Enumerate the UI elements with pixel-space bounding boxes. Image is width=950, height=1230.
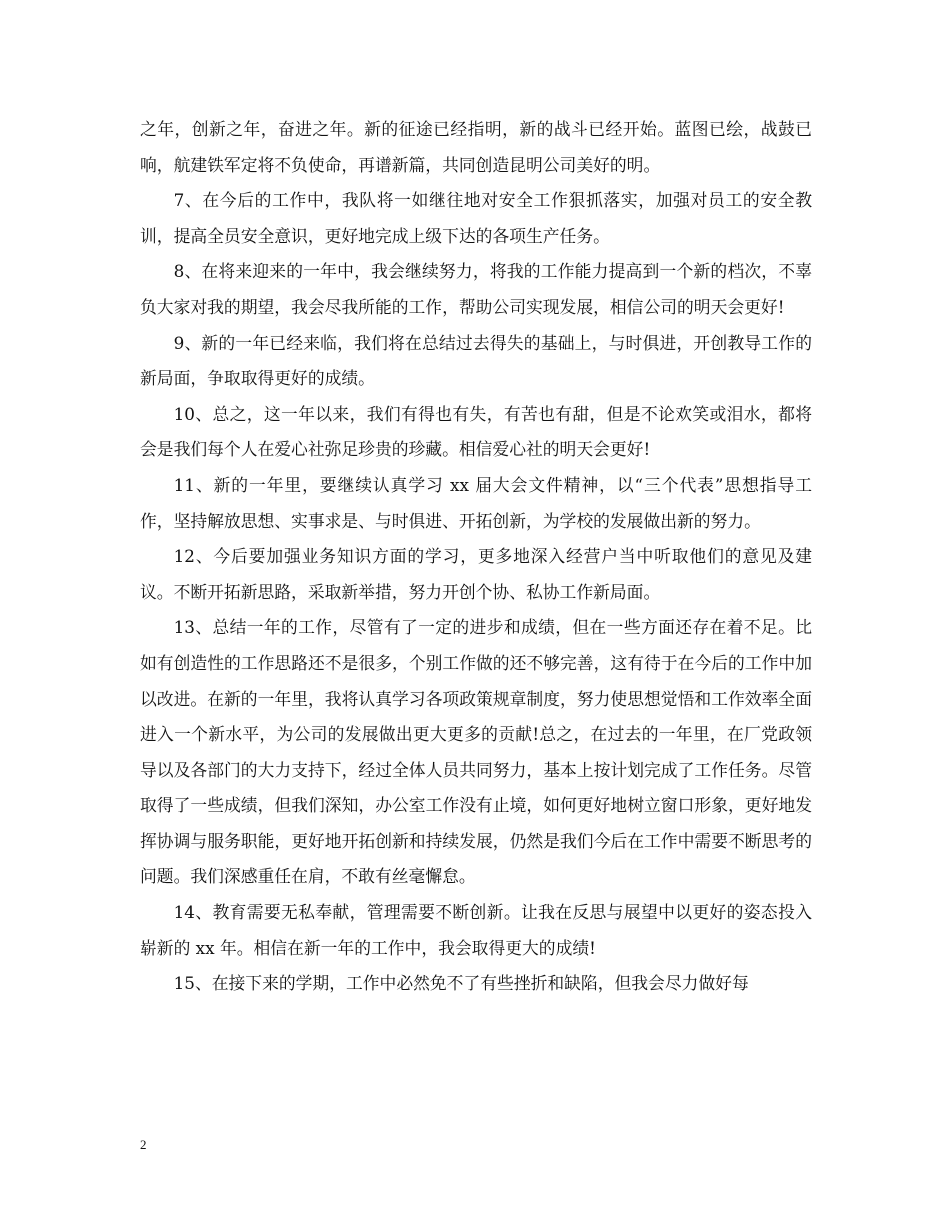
paragraph-item-12: 12、今后要加强业务知识方面的学习，更多地深入经营户当中听取他们的意见及建议。不断开拓新思路，采取新举措，努力开创个协、私协工作新局面。 xyxy=(140,546,812,602)
paragraph-continuation: 之年，创新之年，奋进之年。新的征途已经指明，新的战斗已经开始。蓝图已绘，战鼓已响，航建铁军定将不负使命，再谱新篇，共同创造昆明公司美好的明。 xyxy=(140,119,812,175)
paragraph-item-14: 14、教育需要无私奉献，管理需要不断创新。让我在反思与展望中以更好的姿态投入崭新的 xx 年。相信在新一年的工作中，我会取得更大的成绩! xyxy=(140,902,812,958)
paragraph-item-7: 7、在今后的工作中，我队将一如继往地对安全工作狠抓落实，加强对员工的安全教训，提高全员安全意识，更好地完成上级下达的各项生产任务。 xyxy=(140,190,812,246)
paragraph-item-10: 10、总之，这一年以来，我们有得也有失，有苦也有甜，但是不论欢笑或泪水，都将会是我们每个人在爱心社弥足珍贵的珍藏。相信爱心社的明天会更好! xyxy=(140,403,812,460)
page-number: 2 xyxy=(140,1137,147,1152)
paragraph-item-8: 8、在将来迎来的一年中，我会继续努力，将我的工作能力提高到一个新的档次，不辜负大家对我的期望，我会尽我所能的工作，帮助公司实现发展，相信公司的明天会更好! xyxy=(140,261,812,317)
paragraph-item-15: 15、在接下来的学期，工作中必然免不了有些挫折和缺陷，但我会尽力做好每 xyxy=(173,973,749,994)
paragraph-item-13: 13、总结一年的工作，尽管有了一定的进步和成绩，但在一些方面还存在着不足。比如有创造性的工作思路还不是很多，个别工作做的还不够完善，这有待于在今后的工作中加以改进。在新的一年里，我将认真学习各项政策规章制度，努力使思想觉悟和工作效率全面进入一个新水平，为公司的发展做出更大更多的贡献!总之，在过去的一年里，在厂党政领导以及各部门的大力支持下，经过全体人员共同努力，基本上按计划完成了工作任务。尽管取得了一些成绩，但我们深知，办公室工作没有止境，如何更好地树立窗口形象，更好地发挥协调与服务职能，更好地开拓创新和持续发展，仍然是我们今后在工作中需要不断思考的问题。我们深感重任在肩，不敢有丝毫懈怠。 xyxy=(140,617,812,887)
document-body xyxy=(140,112,812,1002)
paragraph-item-11: 11、新的一年里，要继续认真学习 xx 届大会文件精神，以“三个代表”思想指导工作，坚持解放思想、实事求是、与时俱进、开拓创新，为学校的发展做出新的努力。 xyxy=(140,474,812,531)
paragraph-item-9: 9、新的一年已经来临，我们将在总结过去得失的基础上，与时俱进，开创教导工作的新局面，争取取得更好的成绩。 xyxy=(140,332,812,389)
